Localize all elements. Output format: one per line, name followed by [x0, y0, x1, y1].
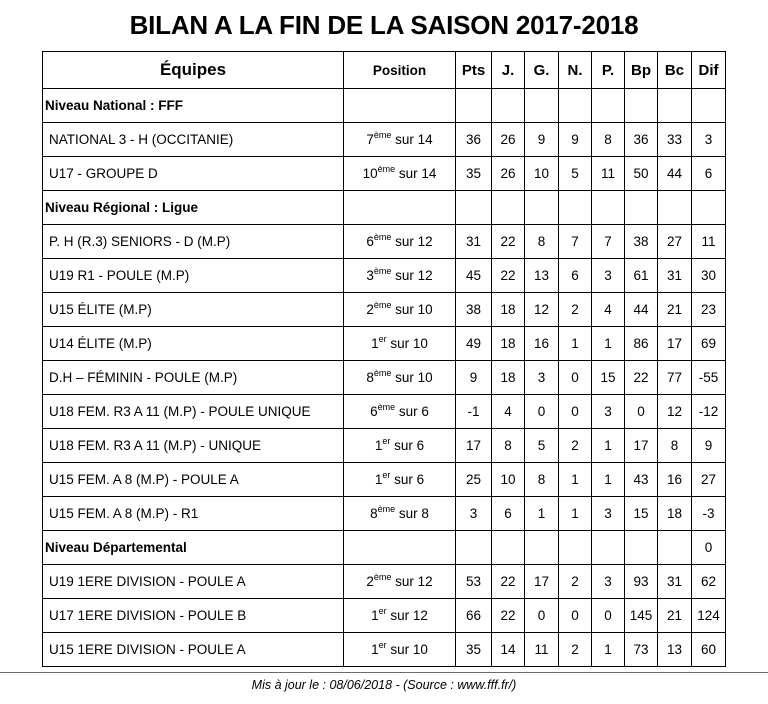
- stat-n: 9: [559, 123, 592, 157]
- stat-pts: 35: [456, 633, 492, 667]
- position-cell: [344, 497, 456, 531]
- stat-pts: 31: [456, 225, 492, 259]
- position-rank-suffix: ème: [373, 368, 392, 378]
- section-label: Niveau Départemental: [43, 531, 344, 565]
- stat-bc: 44: [658, 157, 692, 191]
- header-pts: Pts: [456, 52, 492, 89]
- stat-bp: 43: [625, 463, 658, 497]
- stat-j: 8: [492, 429, 525, 463]
- table-row: [43, 259, 726, 293]
- stat-n: 0: [559, 395, 592, 429]
- stat-g: 11: [525, 633, 559, 667]
- team-name: U15 FEM. A 8 (M.P) - POULE A: [43, 463, 344, 497]
- stat-bp: 86: [625, 327, 658, 361]
- stat-dif: 27: [692, 463, 726, 497]
- position-rank: 1: [371, 608, 379, 623]
- stat-dif: 3: [692, 123, 726, 157]
- stat-n: 7: [559, 225, 592, 259]
- stat-j: 4: [492, 395, 525, 429]
- stat-n: [559, 191, 592, 225]
- stat-j: [492, 191, 525, 225]
- position-rank: 7: [366, 132, 374, 147]
- position-rank-suffix: er: [378, 640, 387, 650]
- stat-dif: 0: [692, 531, 726, 565]
- position-rank-suffix: ème: [373, 232, 392, 242]
- position-cell: [344, 259, 456, 293]
- stat-g: 8: [525, 463, 559, 497]
- position-rank-suffix: er: [382, 436, 391, 446]
- stat-dif: 11: [692, 225, 726, 259]
- stat-pts: 25: [456, 463, 492, 497]
- stat-p: 7: [592, 225, 625, 259]
- stat-g: 8: [525, 225, 559, 259]
- table-row: [43, 497, 726, 531]
- stat-bp: 0: [625, 395, 658, 429]
- team-name: U17 1ERE DIVISION - POULE B: [43, 599, 344, 633]
- table-row: [43, 361, 726, 395]
- stat-bp: 44: [625, 293, 658, 327]
- position-rank: 2: [366, 574, 374, 589]
- stat-g: 1: [525, 497, 559, 531]
- stat-bp: [625, 531, 658, 565]
- header-j: J.: [492, 52, 525, 89]
- stat-n: [559, 89, 592, 123]
- stat-p: 8: [592, 123, 625, 157]
- header-g: G.: [525, 52, 559, 89]
- stat-dif: [692, 89, 726, 123]
- position-total: sur 6: [394, 438, 425, 453]
- stat-n: 2: [559, 633, 592, 667]
- position-rank: 8: [370, 506, 378, 521]
- position-cell: [344, 633, 456, 667]
- position-cell: [344, 463, 456, 497]
- stat-g: [525, 191, 559, 225]
- position-rank: 8: [366, 370, 374, 385]
- stat-j: [492, 89, 525, 123]
- stat-pts: 36: [456, 123, 492, 157]
- position-cell: [344, 429, 456, 463]
- stat-j: 18: [492, 293, 525, 327]
- position-total: sur 10: [390, 642, 428, 657]
- stat-j: 18: [492, 361, 525, 395]
- position-rank: 6: [370, 404, 378, 419]
- position-rank-suffix: ème: [377, 164, 396, 174]
- stat-p: [592, 89, 625, 123]
- table-row: [43, 123, 726, 157]
- page-title: BILAN A LA FIN DE LA SAISON 2017-2018: [129, 10, 639, 40]
- stat-bp: 38: [625, 225, 658, 259]
- position-rank: 1: [374, 472, 383, 487]
- position-rank: 2: [366, 302, 374, 317]
- position-rank: 10: [362, 166, 378, 181]
- stat-dif: 30: [692, 259, 726, 293]
- stat-pts: 3: [456, 497, 492, 531]
- stat-bc: 27: [658, 225, 692, 259]
- section-label: Niveau Régional : Ligue: [43, 191, 344, 225]
- position-total: sur 12: [395, 574, 433, 589]
- table-row: [43, 293, 726, 327]
- position-rank-suffix: ème: [373, 300, 392, 310]
- stat-g: 10: [525, 157, 559, 191]
- position-total: sur 12: [395, 234, 433, 249]
- stat-dif: -12: [692, 395, 726, 429]
- position-total: sur 10: [390, 336, 428, 351]
- stat-j: 22: [492, 565, 525, 599]
- stat-bc: [658, 191, 692, 225]
- position-rank-suffix: ème: [373, 266, 392, 276]
- stat-j: [492, 531, 525, 565]
- position-cell: [344, 157, 456, 191]
- stat-g: [525, 89, 559, 123]
- stat-bc: 33: [658, 123, 692, 157]
- stat-pts: -1: [456, 395, 492, 429]
- stat-p: 11: [592, 157, 625, 191]
- stat-p: 3: [592, 565, 625, 599]
- stat-bc: 21: [658, 599, 692, 633]
- stat-n: [559, 531, 592, 565]
- stat-p: 4: [592, 293, 625, 327]
- stat-bc: [658, 89, 692, 123]
- stat-pts: [456, 531, 492, 565]
- table-row: [43, 463, 726, 497]
- stat-n: 1: [559, 497, 592, 531]
- team-name: U15 1ERE DIVISION - POULE A: [43, 633, 344, 667]
- position-cell: [344, 599, 456, 633]
- team-name: D.H – FÉMININ - POULE (M.P): [43, 361, 344, 395]
- position-cell: [344, 293, 456, 327]
- stat-bc: [658, 531, 692, 565]
- position-rank-suffix: ème: [373, 572, 392, 582]
- footer-note: Mis à jour le : 08/06/2018 - (Source : www.fff.fr/): [251, 678, 517, 692]
- stat-bc: 21: [658, 293, 692, 327]
- stat-bp: [625, 89, 658, 123]
- table-row: [43, 599, 726, 633]
- stat-dif: 6: [692, 157, 726, 191]
- team-name: U19 1ERE DIVISION - POULE A: [43, 565, 344, 599]
- stat-dif: [692, 191, 726, 225]
- team-name: P. H (R.3) SENIORS - D (M.P): [43, 225, 344, 259]
- stat-pts: 66: [456, 599, 492, 633]
- stat-bp: 36: [625, 123, 658, 157]
- header-dif: Dif: [692, 52, 726, 89]
- section-row: [43, 531, 726, 565]
- stat-g: 5: [525, 429, 559, 463]
- stat-n: 5: [559, 157, 592, 191]
- stat-bp: 17: [625, 429, 658, 463]
- stat-g: 16: [525, 327, 559, 361]
- stat-p: 0: [592, 599, 625, 633]
- header-n: N.: [559, 52, 592, 89]
- position-total: sur 10: [395, 370, 433, 385]
- stat-bc: 18: [658, 497, 692, 531]
- stat-n: 0: [559, 599, 592, 633]
- position-cell: [344, 123, 456, 157]
- stat-p: [592, 191, 625, 225]
- stat-pts: 53: [456, 565, 492, 599]
- position-cell: [344, 89, 456, 123]
- team-name: U19 R1 - POULE (M.P): [43, 259, 344, 293]
- stat-bc: 31: [658, 565, 692, 599]
- stat-g: 3: [525, 361, 559, 395]
- stat-n: 2: [559, 565, 592, 599]
- stat-bc: 13: [658, 633, 692, 667]
- position-rank-suffix: er: [382, 470, 391, 480]
- header-bc: Bc: [658, 52, 692, 89]
- section-label: Niveau National : FFF: [43, 89, 344, 123]
- stat-bp: 50: [625, 157, 658, 191]
- stat-pts: 17: [456, 429, 492, 463]
- stat-bp: 15: [625, 497, 658, 531]
- stat-g: 0: [525, 395, 559, 429]
- position-cell: [344, 225, 456, 259]
- team-name: U14 ÉLITE (M.P): [43, 327, 344, 361]
- stat-n: 2: [559, 429, 592, 463]
- stat-g: 13: [525, 259, 559, 293]
- stat-g: [525, 531, 559, 565]
- section-row: [43, 89, 726, 123]
- stat-bp: 61: [625, 259, 658, 293]
- position-rank-suffix: er: [378, 606, 387, 616]
- stat-bp: 22: [625, 361, 658, 395]
- stat-bc: 16: [658, 463, 692, 497]
- stat-bc: 8: [658, 429, 692, 463]
- position-cell: [344, 565, 456, 599]
- stat-dif: 62: [692, 565, 726, 599]
- table-row: [43, 327, 726, 361]
- stat-g: 17: [525, 565, 559, 599]
- stat-p: 1: [592, 463, 625, 497]
- stat-bp: 73: [625, 633, 658, 667]
- position-rank: 6: [366, 234, 374, 249]
- stat-j: 6: [492, 497, 525, 531]
- stat-g: 0: [525, 599, 559, 633]
- team-name: U15 ÉLITE (M.P): [43, 293, 344, 327]
- position-rank-suffix: ème: [377, 402, 396, 412]
- stat-bc: 77: [658, 361, 692, 395]
- stat-bp: 145: [625, 599, 658, 633]
- stat-dif: 60: [692, 633, 726, 667]
- stat-j: 26: [492, 123, 525, 157]
- stat-p: [592, 531, 625, 565]
- stat-dif: 23: [692, 293, 726, 327]
- stat-pts: 9: [456, 361, 492, 395]
- position-rank: 1: [374, 438, 383, 453]
- stat-pts: 35: [456, 157, 492, 191]
- footer-divider: [0, 672, 768, 673]
- team-name: U15 FEM. A 8 (M.P) - R1: [43, 497, 344, 531]
- stat-j: 26: [492, 157, 525, 191]
- stat-p: 1: [592, 429, 625, 463]
- header-position: Position: [344, 52, 456, 89]
- stat-pts: 45: [456, 259, 492, 293]
- stat-bp: [625, 191, 658, 225]
- stat-dif: -55: [692, 361, 726, 395]
- stat-dif: -3: [692, 497, 726, 531]
- position-total: sur 14: [395, 132, 433, 147]
- stat-j: 22: [492, 259, 525, 293]
- stat-bc: 17: [658, 327, 692, 361]
- stat-p: 3: [592, 395, 625, 429]
- position-total: sur 10: [395, 302, 433, 317]
- stat-bc: 31: [658, 259, 692, 293]
- position-cell: [344, 531, 456, 565]
- team-name: U18 FEM. R3 A 11 (M.P) - POULE UNIQUE: [43, 395, 344, 429]
- table-body: [43, 89, 726, 667]
- table-row: [43, 395, 726, 429]
- position-total: sur 12: [395, 268, 433, 283]
- stat-pts: 49: [456, 327, 492, 361]
- team-name: U18 FEM. R3 A 11 (M.P) - UNIQUE: [43, 429, 344, 463]
- position-cell: [344, 191, 456, 225]
- stat-n: 6: [559, 259, 592, 293]
- stat-n: 1: [559, 463, 592, 497]
- header-bp: Bp: [625, 52, 658, 89]
- position-cell: [344, 361, 456, 395]
- position-cell: [344, 327, 456, 361]
- position-rank-suffix: ème: [373, 130, 392, 140]
- stat-j: 10: [492, 463, 525, 497]
- stat-bc: 12: [658, 395, 692, 429]
- stat-p: 3: [592, 497, 625, 531]
- stat-j: 22: [492, 225, 525, 259]
- table-row: [43, 157, 726, 191]
- stat-j: 18: [492, 327, 525, 361]
- stat-p: 1: [592, 633, 625, 667]
- stat-j: 22: [492, 599, 525, 633]
- header-row: [43, 52, 726, 89]
- position-rank-suffix: er: [378, 334, 387, 344]
- stat-g: 9: [525, 123, 559, 157]
- table-row: [43, 565, 726, 599]
- position-total: sur 12: [390, 608, 428, 623]
- position-total: sur 14: [398, 166, 437, 181]
- table-row: [43, 225, 726, 259]
- stat-dif: 69: [692, 327, 726, 361]
- team-name: U17 - GROUPE D: [43, 157, 344, 191]
- standings-table: [42, 51, 726, 667]
- position-cell: [344, 395, 456, 429]
- section-row: [43, 191, 726, 225]
- table-row: [43, 429, 726, 463]
- stat-n: 0: [559, 361, 592, 395]
- position-rank: 1: [371, 336, 379, 351]
- stat-p: 3: [592, 259, 625, 293]
- table-row: [43, 633, 726, 667]
- header-p: P.: [592, 52, 625, 89]
- stat-dif: 124: [692, 599, 726, 633]
- stat-p: 15: [592, 361, 625, 395]
- stat-bp: 93: [625, 565, 658, 599]
- stat-p: 1: [592, 327, 625, 361]
- position-total: sur 6: [394, 472, 425, 487]
- stat-dif: 9: [692, 429, 726, 463]
- stat-pts: [456, 191, 492, 225]
- stat-g: 12: [525, 293, 559, 327]
- stat-j: 14: [492, 633, 525, 667]
- position-total: sur 8: [398, 506, 429, 521]
- position-rank: 1: [371, 642, 379, 657]
- position-rank-suffix: ème: [377, 504, 396, 514]
- position-rank: 3: [366, 268, 374, 283]
- stat-n: 2: [559, 293, 592, 327]
- stat-pts: [456, 89, 492, 123]
- team-name: NATIONAL 3 - H (OCCITANIE): [43, 123, 344, 157]
- position-total: sur 6: [398, 404, 429, 419]
- header-team: Équipes: [43, 52, 344, 89]
- stat-pts: 38: [456, 293, 492, 327]
- stat-n: 1: [559, 327, 592, 361]
